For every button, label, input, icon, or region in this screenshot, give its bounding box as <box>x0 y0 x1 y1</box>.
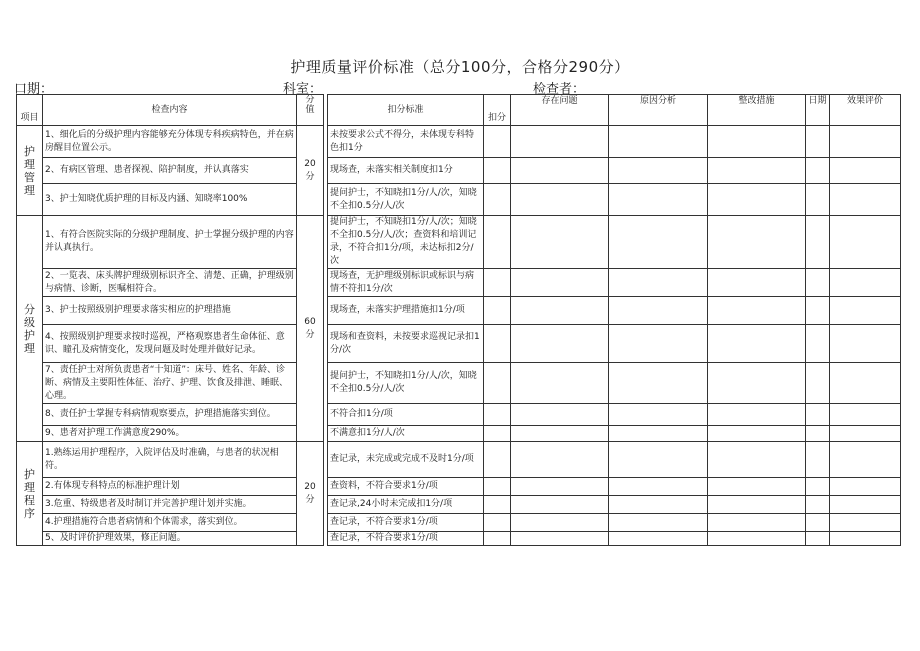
effect-cell[interactable] <box>830 216 901 269</box>
score-number: 20 <box>304 481 316 492</box>
effect-cell[interactable] <box>830 269 901 297</box>
measures-cell[interactable] <box>708 426 806 442</box>
category-label: 分 级 护 理 <box>24 302 35 355</box>
effect-cell[interactable] <box>830 514 901 532</box>
header-content: 检查内容 <box>43 95 297 126</box>
header-effect: 效果评价 <box>830 95 901 126</box>
content-cell: 1、细化后的分级护理内容能够充分体现专科疾病特色，并在病房醒目位置公示。 <box>43 126 297 158</box>
measures-cell[interactable] <box>708 269 806 297</box>
content-cell: 4.护理措施符合患者病情和个体需求，落实到位。 <box>43 514 297 532</box>
deduct-cell[interactable] <box>484 325 511 363</box>
standard-cell: 查资料，不符合要求1分/项 <box>328 478 484 496</box>
cause-cell[interactable] <box>609 496 708 514</box>
deduct-cell[interactable] <box>484 532 511 546</box>
header-deduct: 扣分 <box>484 95 511 126</box>
content-cell: 5、及时评价护理效果，修正问题。 <box>43 532 297 546</box>
cause-cell[interactable] <box>609 325 708 363</box>
date-cell[interactable] <box>806 532 830 546</box>
deduct-cell[interactable] <box>484 184 511 216</box>
date-cell[interactable] <box>806 496 830 514</box>
measures-cell[interactable] <box>708 184 806 216</box>
content-cell: 1.熟练运用护理程序，入院评估及时准确，与患者的状况相符。 <box>43 442 297 478</box>
date-cell[interactable] <box>806 297 830 325</box>
standard-cell: 查记录,24小时未完成扣1分/项 <box>328 496 484 514</box>
effect-cell[interactable] <box>830 442 901 478</box>
cause-cell[interactable] <box>609 404 708 426</box>
table-row <box>17 478 901 496</box>
deduct-cell[interactable] <box>484 269 511 297</box>
deduct-cell[interactable] <box>484 216 511 269</box>
problem-cell[interactable] <box>511 297 609 325</box>
date-cell[interactable] <box>806 325 830 363</box>
table-row <box>17 269 901 297</box>
date-cell[interactable] <box>806 184 830 216</box>
effect-cell[interactable] <box>830 404 901 426</box>
header-score <box>297 95 324 126</box>
measures-cell[interactable] <box>708 514 806 532</box>
category-label: 护 理 程 序 <box>24 467 35 520</box>
table-row <box>17 496 901 514</box>
date-cell[interactable] <box>806 363 830 404</box>
effect-cell[interactable] <box>830 496 901 514</box>
table-row <box>17 126 901 158</box>
problem-cell[interactable] <box>511 184 609 216</box>
score-number: 60 <box>304 316 316 327</box>
deduct-cell[interactable] <box>484 363 511 404</box>
measures-cell[interactable] <box>708 158 806 184</box>
standard-cell: 提问护士，不知晓扣1分/人/次，知晓不全扣0.5分/人/次 <box>328 363 484 404</box>
cause-cell[interactable] <box>609 426 708 442</box>
category-cell <box>17 216 43 442</box>
deduct-cell[interactable] <box>484 158 511 184</box>
measures-cell[interactable] <box>708 216 806 269</box>
effect-cell[interactable] <box>830 297 901 325</box>
standard-cell: 提问护士，不知晓扣1分/人/次，知晓不全扣0.5分/人/次 <box>328 184 484 216</box>
date-cell[interactable] <box>806 442 830 478</box>
standard-cell: 未按要求公式不得分，未体现专科特色扣1分 <box>328 126 484 158</box>
problem-cell[interactable] <box>511 158 609 184</box>
effect-cell[interactable] <box>830 325 901 363</box>
cause-cell[interactable] <box>609 532 708 546</box>
date-cell[interactable] <box>806 269 830 297</box>
deduct-cell[interactable] <box>484 442 511 478</box>
score-unit: 分 <box>305 329 315 340</box>
content-cell: 1、有符合医院实际的分级护理制度、护士掌握分级护理的内容并认真执行。 <box>43 216 297 269</box>
standard-cell: 现场和查资料，未按要求巡视记录扣1分/次 <box>328 325 484 363</box>
deduct-cell[interactable] <box>484 496 511 514</box>
measures-cell[interactable] <box>708 496 806 514</box>
content-cell: 3、护士知晓优质护理的目标及内涵、知晓率100% <box>43 184 297 216</box>
problem-cell[interactable] <box>511 404 609 426</box>
effect-cell[interactable] <box>830 363 901 404</box>
cause-cell[interactable] <box>609 126 708 158</box>
table-row <box>17 514 901 532</box>
cause-cell[interactable] <box>609 158 708 184</box>
date-cell[interactable] <box>806 426 830 442</box>
problem-cell[interactable] <box>511 269 609 297</box>
header-problem: 存在问题 <box>511 95 609 126</box>
header-score-b: 值 <box>305 105 315 115</box>
header-measures: 整改措施 <box>708 95 806 126</box>
problem-cell[interactable] <box>511 216 609 269</box>
table-row <box>17 363 901 404</box>
table-row <box>17 297 901 325</box>
problem-cell[interactable] <box>511 532 609 546</box>
date-cell[interactable] <box>806 216 830 269</box>
cause-cell[interactable] <box>609 269 708 297</box>
content-cell: 8、责任护士掌握专科病情观察要点，护理措施落实到位。 <box>43 404 297 426</box>
date-label: 口期： <box>14 82 54 97</box>
date-cell[interactable] <box>806 126 830 158</box>
evaluation-table <box>16 94 901 546</box>
measures-cell[interactable] <box>708 325 806 363</box>
standard-cell: 查记录，不符合要求1分/项 <box>328 532 484 546</box>
category-label: 护 理 管 理 <box>24 144 35 197</box>
cause-cell[interactable] <box>609 216 708 269</box>
standard-cell: 现场查，未落实护理措施扣1分/项 <box>328 297 484 325</box>
deduct-cell[interactable] <box>484 478 511 496</box>
date-cell[interactable] <box>806 514 830 532</box>
deduct-cell[interactable] <box>484 426 511 442</box>
standard-cell: 提问护士，不知晓扣1分/人/次；知晓不全扣0.5分/人/次；查资料和培训记录，不符合扣1分/项，未达标扣2分/次 <box>328 216 484 269</box>
date-cell[interactable] <box>806 404 830 426</box>
problem-cell[interactable] <box>511 442 609 478</box>
measures-cell[interactable] <box>708 297 806 325</box>
problem-cell[interactable] <box>511 496 609 514</box>
category-cell <box>17 126 43 216</box>
category-cell <box>17 442 43 546</box>
score-unit: 分 <box>305 171 315 182</box>
problem-cell[interactable] <box>511 363 609 404</box>
content-cell: 3、护士按照级别护理要求落实相应的护理措施 <box>43 297 297 325</box>
measures-cell[interactable] <box>708 404 806 426</box>
header-date: 日期 <box>806 95 830 126</box>
standard-cell: 不满意扣1分/人/次 <box>328 426 484 442</box>
cause-cell[interactable] <box>609 297 708 325</box>
score-cell <box>297 442 324 546</box>
effect-cell[interactable] <box>830 532 901 546</box>
cause-cell[interactable] <box>609 184 708 216</box>
content-cell: 7、责任护士对所负责患者“十知道”：床号、姓名、年龄、诊断、病情及主要阳性体征、治疗、护理、饮食及排泄、睡眠、心理。 <box>43 363 297 404</box>
content-cell: 4、按照级别护理要求按时巡视，严格观察患者生命体征、意识、瞳孔及病情变化，发现问题及时处理并做好记录。 <box>43 325 297 363</box>
problem-cell[interactable] <box>511 514 609 532</box>
score-unit: 分 <box>305 494 315 505</box>
problem-cell[interactable] <box>511 325 609 363</box>
effect-cell[interactable] <box>830 478 901 496</box>
table-row <box>17 325 901 363</box>
standard-cell: 查记录，未完成或完成不及时1分/项 <box>328 442 484 478</box>
cause-cell[interactable] <box>609 478 708 496</box>
score-cell <box>297 216 324 442</box>
measures-cell[interactable] <box>708 126 806 158</box>
problem-cell[interactable] <box>511 478 609 496</box>
inspector-label: 检查者： <box>533 82 586 97</box>
content-cell: 2、一览表、床头牌护理级别标识齐全、清楚、正确，护理级别与病情、诊断，医嘱相符合。 <box>43 269 297 297</box>
score-number: 20 <box>304 158 316 169</box>
effect-cell[interactable] <box>830 184 901 216</box>
deduct-cell[interactable] <box>484 126 511 158</box>
cause-cell[interactable] <box>609 514 708 532</box>
standard-cell: 不符合扣1分/项 <box>328 404 484 426</box>
effect-cell[interactable] <box>830 126 901 158</box>
table-row <box>17 442 901 478</box>
deduct-cell[interactable] <box>484 404 511 426</box>
measures-cell[interactable] <box>708 363 806 404</box>
table-row <box>17 184 901 216</box>
problem-cell[interactable] <box>511 426 609 442</box>
content-cell: 2.有体现专科特点的标准护理计划 <box>43 478 297 496</box>
table-row <box>17 532 901 546</box>
header-score-a: 分 <box>305 95 315 105</box>
deduct-cell[interactable] <box>484 297 511 325</box>
content-cell: 9、患者对护理工作满意度290%。 <box>43 426 297 442</box>
cause-cell[interactable] <box>609 363 708 404</box>
deduct-cell[interactable] <box>484 514 511 532</box>
measures-cell[interactable] <box>708 442 806 478</box>
table-row <box>17 426 901 442</box>
effect-cell[interactable] <box>830 426 901 442</box>
standard-cell: 查记录，不符合要求1分/项 <box>328 514 484 532</box>
header-standard: 扣分标准 <box>328 95 484 126</box>
standard-cell: 现场查，未落实相关制度扣1分 <box>328 158 484 184</box>
date-cell[interactable] <box>806 478 830 496</box>
table-row <box>17 158 901 184</box>
cause-cell[interactable] <box>609 442 708 478</box>
date-cell[interactable] <box>806 158 830 184</box>
measures-cell[interactable] <box>708 532 806 546</box>
content-cell: 2、有病区管理、患者探视、陪护制度，并认真落实 <box>43 158 297 184</box>
table-row <box>17 216 901 269</box>
form-title: 护理质量评价标准（总分100分，合格分290分） <box>290 58 630 76</box>
header-cause: 原因分析 <box>609 95 708 126</box>
header-item: 项目 <box>17 95 43 126</box>
score-cell <box>297 126 324 216</box>
department-label: 科室： <box>283 82 323 97</box>
effect-cell[interactable] <box>830 158 901 184</box>
table-row <box>17 404 901 426</box>
standard-cell: 现场查，无护理级别标识或标识与病情不符扣1分/次 <box>328 269 484 297</box>
content-cell: 3.危重、特级患者及时制订并完善护理计划并实施。 <box>43 496 297 514</box>
problem-cell[interactable] <box>511 126 609 158</box>
measures-cell[interactable] <box>708 478 806 496</box>
header-row <box>17 95 901 126</box>
